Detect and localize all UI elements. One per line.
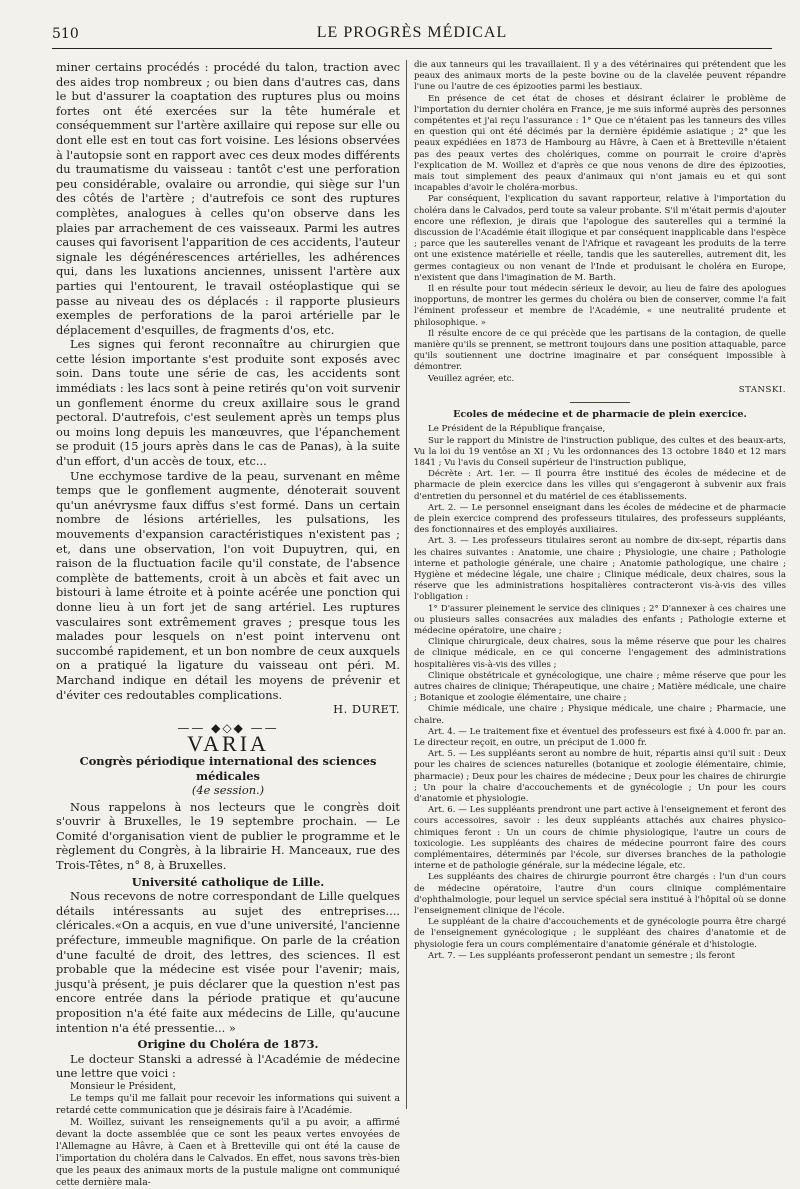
decree-paragraph: Art. 3. — Les professeurs titulaires seront au nombre de dix-sept, répartis dans les chaires suivantes : Anatomie, une chaire ; Physiologie, une chaire ; Pathologie interne et pathologie générale, une chaire ; Anatomie pathologique, une chaire ; Hygiène et médecine légale, une chaire ; Clinique médicale, deux chaires, sous la réserve que les administrations hospitalières contracteront vis-à-vis des villes l'obligation :	[414, 536, 786, 603]
decree-paragraph: Chimie médicale, une chaire ; Physique médicale, une chaire ; Pharmacie, une chaire.	[414, 704, 786, 726]
right-column	[414, 60, 786, 1111]
decree-paragraph: Le Président de la République française,	[428, 424, 606, 435]
letter-salutation: Monsieur le Président,	[70, 1080, 176, 1092]
letter-paragraph: M. Woillez, suivant les renseignements qu'il a pu avoir, a affirmé devant la docte assemblée que ce sont les peaux vertes envoyées de l'Allemagne au Hâvre, à Caen et à Bretteville qui ont été la cause de l'importation du choléra dans le Calvados. En effet, nous savons très-bien que les peaux des animaux morts de la pustule maligne ont communiqué cette dernière mala-	[56, 1116, 400, 1188]
decree-paragraph: Art. 4. — Le traitement fixe et éventuel des professeurs est fixé à 4.000 fr. par an. Le directeur reçoit, en outre, un préciput de 1.000 fr.	[414, 726, 786, 748]
decree-paragraph: Sur le rapport du Ministre de l'instruction publique, des cultes et des beaux-arts, Vu la loi du 19 ventôse an XI ; Vu les ordonnances des 13 octobre 1840 et 12 mars 1841 ; Vu l'avis du Conseil supérieur de l'instruction publique,	[414, 435, 786, 468]
decree-paragraph: 1° D'assurer pleinement le service des cliniques ; 2° D'annexer à ces chaires une ou plusieurs salles consacrées aux maladies des enfants ; Pathologie externe et médecine opératoire, une chaire ;	[414, 603, 786, 636]
letter-closing: Veuillez agréer, etc.	[428, 373, 515, 384]
letter-paragraph: En présence de cet état de choses et désirant éclairer le problème de l'importation du dernier choléra en France, je me suis informé auprès des personnes compétentes et j'ai reçu l'assurance : 1° Que ce n'étaient pas les tanneurs des villes en question qui ont été décimés par la dernière épidémie asiatique ; 2° que les peaux expédiées en 1873 de Hambourg au Hâvre, à Caen et à Bretteville n'étaient pas des peaux vertes des cholériques, comme on pourrait le croire d'après l'explication de M. Woillez et d'après ce que nous venons de dire des épizooties, mais tout simplement des peaux d'animaux qui n'ont jamais eu et qui sont incapables d'avoir le choléra-morbus.	[414, 93, 786, 194]
congres-subheading: (4e session.)	[191, 783, 265, 798]
origine-heading: Origine du Choléra de 1873.	[137, 1037, 319, 1052]
ecoles-heading: Ecoles de médecine et de pharmacie de plein exercice.	[453, 409, 747, 421]
decree-paragraph: Clinique chirurgicale, deux chaires, sous la même réserve que pour les chaires de clinique médicale, en ce qui concerne l'engagement des administrations hospitalières vis-à-vis des villes ;	[414, 637, 786, 670]
section-rule	[570, 402, 630, 403]
decree-paragraph: Décrète : Art. 1er. — Il pourra être institué des écoles de médecine et de pharmacie de plein exercice dans les villes qui s'engageront à subvenir aux frais d'entretien du personnel et du matériel de ces établissements.	[414, 469, 786, 502]
universite-heading: Université catholique de Lille.	[131, 874, 325, 889]
letter-paragraph: Il résulte encore de ce qui précède que les partisans de la contagion, de quelle manière qu'ils se prennent, se mettront toujours dans une position attaquable, parce qu'ils soutiennent une doctrine imaginaire et par conséquent impossible à démontrer.	[414, 328, 786, 373]
article-paragraph: miner certains procédés : procédé du talon, traction avec des aides trop nombreux ; ou bien dans d'autres cas, dans le but d'assurer la coaptation des ruptures plus ou moins fortes ont été exercées sur la tête humérale et conséquemment sur l'artère axillaire qui repose sur elle ou dont elle est en tout cas fort voisine. Les lésions observées à l'autopsie sont en rapport avec ces deux modes différents du traumatisme du vaisseau : tantôt c'est une perforation peu considérable, ovalaire ou arrondie, qui siège sur l'un des côtés de l'artère ; d'autrefois ce sont des ruptures complètes, analogues à celles qu'on observe dans les plaies par arrachement de ces vaisseaux. Parmi les autres causes qui favorisent l'apparition de ces accidents, l'auteur signale les dégénérescences artérielles, les adhérences qui, dans les luxations anciennes, unissent l'artère aux parties qui l'entourent, le travail ostéoplastique qui se passe au niveau des os déplacés : il rapporte plusieurs exemples de perforations de la paroi artérielle par le déplacement d'esquilles, de fragments d'os, etc.	[56, 60, 400, 337]
decree-paragraph: Les suppléants des chaires de chirurgie pourront être chargés : l'un d'un cours de médecine opératoire, l'autre d'un cours clinique complémentaire d'ophthalmologie, pour lequel un service spécial sera institué à l'hôpital où se donne l'enseignement clinique de l'école.	[414, 872, 786, 917]
congres-heading: Congrès périodique international des sciences médicales	[79, 753, 377, 783]
section-title-varia: VARIA	[187, 731, 269, 757]
section-ornament: —— ◆◇◆ ——	[177, 720, 279, 735]
page-header	[52, 22, 772, 49]
column-divider	[406, 60, 407, 1109]
letter-paragraph: Par conséquent, l'explication du savant rapporteur, relative à l'importation du choléra dans le Calvados, perd toute sa valeur probante. S'il m'était permis d'ajouter encore une réflexion, je dirais que l'apologue des sauterelles qui a terminé la discussion de l'Académie était illogique et par conséquent inapplicable dans l'espèce ; parce que les sauterelles venant de l'Afrique et ravageant les produits de la terre ont une existence matérielle et réelle, tandis que les sauterelles, autrement dit, les germes contagieux ou non venant de l'Inde et produisant le choléra en Europe, n'existent que dans l'imagination de M. Barth.	[414, 194, 786, 283]
universite-paragraph: Nous recevons de notre correspondant de Lille quelques détails intéressants au sujet des entreprises.... cléricales.«On a acquis, en vue d'une université, l'ancienne préfecture, immeuble magnifique. On parle de la création d'une faculté de droit, des lettres, des sciences. Il est probable que la médecine est visée pour l'avenir; mais, jusqu'à présent, je puis déclarer que la question n'est pas encore entrée dans la période pratique et qu'aucune proposition n'a été faite aux médecins de Lille, qu'aucune intention n'a été pressentie... »	[56, 889, 400, 1035]
decree-paragraph: Clinique obstétricale et gynécologique, une chaire ; même réserve que pour les autres chaires de clinique; Thérapeutique, une chaire ; Matière médicale, une chaire ; Botanique et zoologie élémentaire, une chaire ;	[414, 670, 786, 704]
left-column	[56, 60, 400, 1188]
decree-paragraph: Art. 6. — Les suppléants prendront une part active à l'enseignement et feront des cours accessoires, savoir : les deux suppléants attachés aux chaires physico-chimiques feront : Un un cours de chimie physiologique, l'autre un cours de toxicologie. Les suppléants des chaires de médecine pourront faire des cours complémentaires, déterminés par l'école, sur diverses branches de la pathologie interne et de pathologie générale, sur la médecine légale, etc.	[414, 805, 786, 872]
letter-paragraph: Le temps qu'il me fallait pour recevoir les informations qui suivent a retardé cette communication que je désirais faire à l'Académie.	[56, 1092, 400, 1116]
letter-signature: STANSKI.	[738, 384, 786, 395]
letter-continuation: die aux tanneurs qui les travaillaient. Il y a des vétérinaires qui prétendent que les peaux des animaux morts de la peste bovine ou de la clavelée peuvent répandre l'une ou l'autre de ces épizooties parmi les bestiaux.	[414, 60, 786, 93]
letter-block	[56, 1081, 400, 1189]
author-signature: H. DURET.	[333, 702, 400, 717]
decree-paragraph: Art. 2. — Le personnel enseignant dans les écoles de médecine et de pharmacie de plein exercice comprend des professeurs titulaires, des professeurs suppléants, des fonctionnaires et des employés auxiliaires.	[414, 502, 786, 536]
article-paragraph: Les signes qui feront reconnaître au chirurgien que cette lésion importante s'est produite sont exposés avec soin. Dans toute une série de cas, les accidents sont immédiats : les lacs sont à peine retirés qu'on voit survenir un gonflement énorme du creux axillaire sous le grand pectoral. D'autrefois, c'est seulement après un temps plus ou moins long depuis les manœuvres, que l'épanchement se produit (15 jours après dans le cas de Panas), à la suite d'un effort, d'un accès de toux, etc...	[56, 337, 400, 469]
journal-title: LE PROGRÈS MÉDICAL	[316, 24, 508, 41]
origine-paragraph: Le docteur Stanski a adressé à l'Académie de médecine une lettre que voici :	[56, 1051, 400, 1081]
decree-paragraph: Art. 5. — Les suppléants seront au nombre de huit, répartis ainsi qu'il suit : Deux pour les chaires de sciences naturelles (botanique et zoologie élémentaire, chimie, pharmacie) ; Deux pour les chaires de médecine ; Deux pour les chaires de chirurgie ; Un pour la chaire d'accouchements et de gynécologie ; Un pour les cours d'anatomie et physiologie.	[414, 749, 786, 804]
congres-paragraph: Nous rappelons à nos lecteurs que le congrès doit s'ouvrir à Bruxelles, le 19 septembre prochain. — Le Comité d'organisation vient de publier le programme et le règlement du Congrès, à la librairie H. Manceaux, rue des Trois-Têtes, n° 8, à Bruxelles.	[56, 799, 400, 873]
page-number: 510	[52, 26, 79, 42]
decree-paragraph: Art. 7. — Les suppléants professeront pendant un semestre ; ils feront	[428, 950, 736, 961]
letter-paragraph: Il en résulte pour tout médecin sérieux le devoir, au lieu de faire des apologues inopportuns, de montrer les germes du choléra ou bien de conserver, comme l'a fait l'éminent professeur et membre de l'Académie, « une neutralité prudente et philosophique. »	[414, 284, 786, 328]
decree-paragraph: Le suppléant de la chaire d'accouchements et de gynécologie pourra être chargé de l'enseignement gynécologique ; le suppléant des chaires d'anatomie et de physiologie fera un cours complémentaire d'anatomie générale et d'histologie.	[414, 917, 786, 950]
article-paragraph: Une ecchymose tardive de la peau, survenant en même temps que le gonflement augmente, dénoterait souvent qu'un anévrysme faux diffus s'est formé. Dans un certain nombre de lésions artérielles, les pulsations, les mouvements d'expansion caractéristiques n'existent pas ; et, dans une observation, l'on voit Dupuytren, qui, en raison de la fluctuation facile qu'il constate, de l'absence complète de battements, croit à un abcès et fait avec un bistouri à lame étroite et à pointe acérée une ponction qui donne lieu à un fort jet de sang artériel. Les ruptures vasculaires sont extrêmement graves ; presque tous les malades pour lesquels on n'est point intervenu ont succombé rapidement, et un bon nombre de ceux auxquels on a pratiqué la ligature du vaisseau ont péri. M. Marchand indique en détail les moyens de prévenir et d'éviter ces redoutables complications.	[56, 468, 400, 702]
